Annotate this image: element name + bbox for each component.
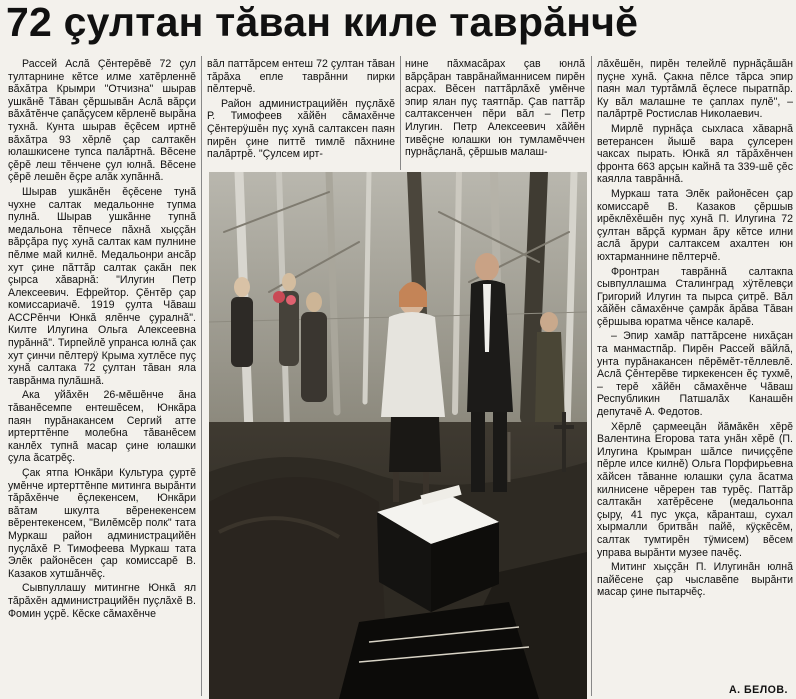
paragraph: Муркаш тата Элĕк районĕсен çар комиссарĕ В. Казаков çĕршыв ирĕклĕхĕшĕн пуç хунă П. Илугина 72 çултан вăрçă курман ăру кĕтсе илни аслă ăрури салтаксем ахалтен юн юхтарманнине пĕлтерчĕ. (597, 187, 793, 263)
article-column-1 (8, 58, 196, 699)
paragraph: Фронтран таврăннă салтакпа сывпуллашма Сталинград хÿтĕлевçи Григорий Илугин та пырса çитрĕ. Вăл хăйĕн сăмахĕнче çамрăк ăрăва Тăван çĕршыва юратма чĕнсе каларĕ. (597, 265, 793, 328)
paragraph: Рассей Аслă Çĕнтерĕвĕ 72 çул тултарнине кĕтсе илме хатĕрленнĕ вăхăтра Крымри "Отчизна" шырав ушкăнĕ Тăван çĕршывăн Аслă вăрçи вăхăтĕнче çапăçусем кĕрленĕ вырăна тухнă. Кунта шырав ĕçĕсем иртнĕ вăхăтра 93 хĕрлĕ çар салтакĕн юлашкисене тупса палăртнă. Вĕсене çĕрĕ леш тĕнчене çул юлнă. Вĕсене çĕрĕ лешĕн ĕçре алăк хупăннă. (8, 58, 196, 184)
paragraph: нине пăхмасăрах çав юнлă вăрçăран таврăнайманнисем пирĕн асрах. Вĕсен паттăрлăхĕ умĕнче эпир ялан пуç таятпăр. Çав паттăр салтаксенчен пĕри вăл – Петр Илугин. Петр Алексеевич хăйĕн тивĕçне юлашки юн тумламĕччен пурнăçланă, çĕршыв малаш- (405, 58, 585, 159)
column-divider (201, 56, 202, 696)
article-column-3 (405, 58, 585, 170)
paragraph: – Эпир хамăр паттăрсене нихăçан та манмастпăр. Пирĕн Рассей вăйлă, унта пурăнакансен пĕрĕмĕт-тĕллевлĕ. Аслă Çĕнтерĕве тиркекенсен ĕç тухмĕ, – терĕ хăйĕн сăмахĕнче Чăваш Республикин Патшалăх Канашĕн депутачĕ А. Федотов. (597, 330, 793, 419)
headline: 72 çултан тăван киле таврăнчĕ (6, 0, 639, 45)
paragraph: Митинг хыççăн П. Илугинăн юлнă пайĕсене çар чыславĕпе вырăнти масар çине пытарчĕç. (597, 561, 793, 599)
author-byline: А. БЕЛОВ. (729, 684, 788, 696)
paragraph: лăхĕшĕн, пирĕн телейлĕ пурнăçăшăн пуçне хунă. Çакна пĕлсе тăрса эпир паян мал туртăмлă ĕçлесе пыратпăр. Ку вăл малашне те çаплах пулĕ", – палăртрĕ Ростислав Николаевич. (597, 58, 793, 121)
paragraph: вăл паттăрсем ентеш 72 çултан тăван тăрăха епле таврăнни пирки пĕлтерчĕ. (207, 58, 395, 96)
paragraph: Çак ятпа Юнкăри Культура çуртĕ умĕнче иртерттĕнпе митинга вырăнти тăрăхĕнче ĕçлекенсем, Юнкăри вăтам шкулта вĕренекенсем вĕрентекенсем, "Вилĕмсĕр полк" тата Муркаш район администрацийĕн пуçлăхĕ Р. Тимофеева Муркаш тата Элĕк районĕсен çар комиссарĕ В. Казаков хутшăнчĕç. (8, 467, 196, 580)
column-divider (591, 56, 592, 696)
paragraph: Ака уйăхĕн 26-мĕшĕнче ăна тăванĕсемпе ентешĕсем, Юнкăра паян пурăнакансем Сергий атте иртерттĕнпе молебна тăванĕсем канлĕх тупнă масар çине юлашки çула ăсатрĕç. (8, 389, 196, 465)
article-column-4 (597, 58, 793, 699)
burial-ceremony-photo (209, 172, 587, 699)
paragraph: Район администрацийĕн пуçлăхĕ Р. Тимофеев хăйĕн сăмахĕнче Çĕнтерÿшĕн пуç хунă салтаксен паян пирĕн çине питтĕ тимлĕ пăхнине палăртрĕ. "Çулсем ирт- (207, 97, 395, 161)
article-column-2 (207, 58, 395, 170)
paragraph: Мирлĕ пурнăçа сыхласа хăварнă ветерансен йышĕ вара çулсерен чаксах пырать. Юнкă ял тăрăхĕнчен фронта 663 арçын кайнă та 339-шĕ çĕс каялла таврăннă. (597, 122, 793, 186)
column-divider (400, 56, 401, 170)
paragraph: Сывпуллашу митингне Юнкă ял тăрăхĕн администрацийĕн пуçлăхĕ В. Фомин уçрĕ. Кĕске сăмахĕнче (8, 582, 196, 620)
paragraph: Шырав ушкăнĕн ĕçĕсене тунă чухне салтак медальонне тупма пулнă. Шырав ушкăнне тупнă медальона тĕпчесе пăхнă хыççăн вăрçăра пуç хунă салтак кам пулнине пĕлме май килнĕ. Медальонри ансăр хут çине пăттăр салтак çакăн пек çырса хăварнă: "Илугин Петр Алексеевич. Ефрейтор. Çĕнтĕр çар комиссариачĕ. 1919 çулта Чăваш АССРĕнчи Юнкă ялĕнче çуралнă". Килте Илугина Ольга Алексеевна пурăннă". Тирпейлĕ упранса юлнă çак хут çинчи пĕлтерÿ Крыма хутлĕсе пуç хунă салтака 72 çултан тăван яла таврăнма пулăшнă. (8, 185, 196, 387)
paragraph: Хĕрлĕ çармеецăн йăмăкĕн хĕрĕ Валентина Егорова тата унăн хĕрĕ (П. Илугина Крымран шăлсе пичиççĕпе пĕрле илсе килнĕ) Ольга Порфирьевна хăйсен тăванне юлашки çула ăсатма килнисене чĕререн тав турĕç. Паттăр салтакăн хатĕрĕсене (медальонпа çыру, 41 пус укçа, кăранташ, сухал хырмалли бритвăн пайĕ, кÿçкĕсĕм, салтак тумтирĕн тÿмисем) вĕсем управа вырăнти музее пачĕç. (597, 420, 793, 559)
